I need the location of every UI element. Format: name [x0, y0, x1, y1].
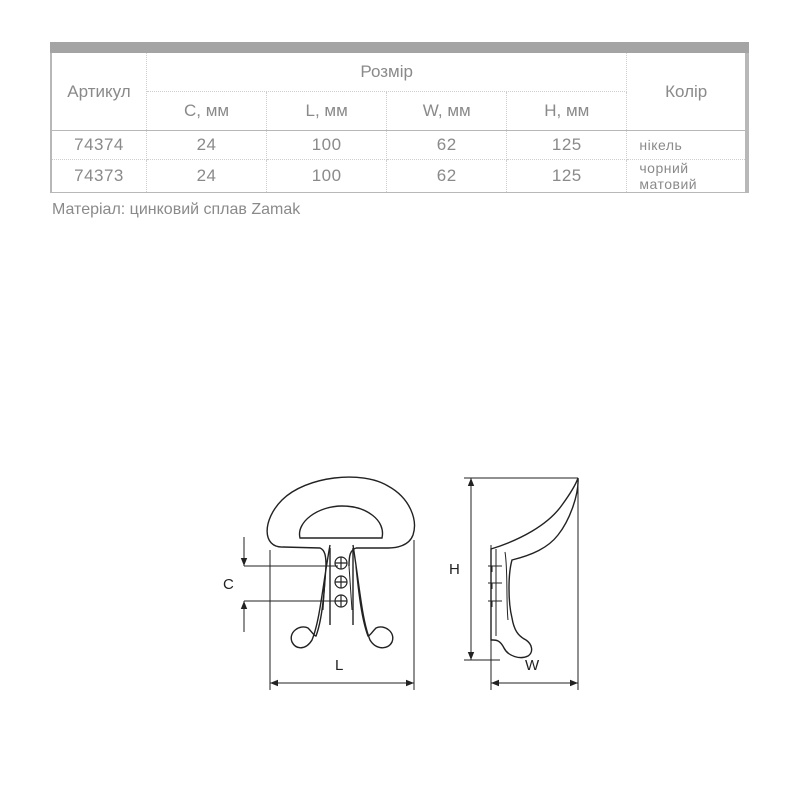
screw-side-marks: [488, 566, 502, 607]
label-w: W: [525, 657, 540, 674]
cell-h: 125: [507, 160, 627, 193]
hook-left-arm: [291, 545, 330, 648]
cell-h: 125: [507, 131, 627, 160]
front-dimensions: [244, 537, 414, 690]
header-h: H, мм: [507, 92, 627, 131]
header-l: L, мм: [267, 92, 387, 131]
hook-head-cutout: [300, 506, 383, 538]
header-color: Колір: [627, 53, 747, 131]
hook-right-arm: [353, 545, 393, 648]
cell-article: 74374: [51, 131, 147, 160]
header-article: Артикул: [51, 53, 147, 131]
label-c: C: [223, 576, 234, 593]
header-c: C, мм: [147, 92, 267, 131]
cell-c: 24: [147, 131, 267, 160]
header-size: Розмір: [147, 53, 627, 92]
label-h: H: [449, 561, 460, 578]
label-l: L: [335, 657, 344, 674]
cell-c: 24: [147, 160, 267, 193]
cell-w: 62: [387, 160, 507, 193]
side-view: [488, 478, 578, 658]
screw-holes: [335, 557, 347, 607]
cell-article: 74373: [51, 160, 147, 193]
cell-color: нікель: [627, 131, 747, 160]
cell-l: 100: [267, 131, 387, 160]
material-note: Матеріал: цинковий сплав Zamak: [52, 201, 301, 218]
cell-color: чорний матовий: [627, 160, 747, 193]
header-w: W, мм: [387, 92, 507, 131]
cell-l: 100: [267, 160, 387, 193]
front-view: [267, 477, 414, 648]
hook-side-outline: [491, 478, 578, 658]
cell-w: 62: [387, 131, 507, 160]
